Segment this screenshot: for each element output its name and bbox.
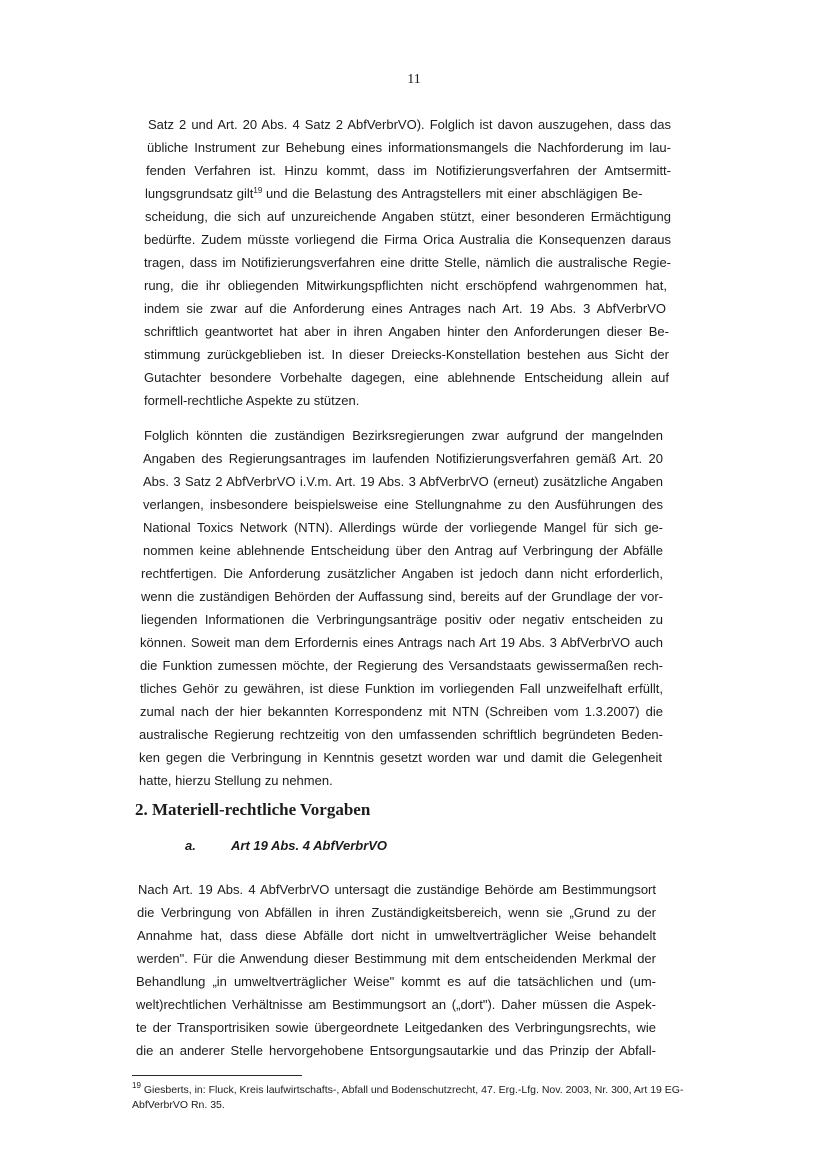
text-line: National Toxics Network (NTN). Allerdings würde der vorliegende Mangel für sich ge- (143, 520, 663, 535)
text-line: australische Regierung rechtzeitig von den umfassenden schriftlich begründeten Beden- (139, 727, 663, 742)
text-line: stimmung zurückgeblieben ist. In dieser Dreiecks-Konstellation bestehen aus Sicht der (144, 347, 669, 362)
text-line: bedürfte. Zudem müsste vorliegend die Firma Orica Australia die Konsequenzen daraus (144, 232, 671, 247)
text-line: Abs. 3 Satz 2 AbfVerbrVO i.V.m. Art. 19 Abs. 3 AbfVerbrVO (erneut) zusätzliche Angaben (143, 474, 663, 489)
text-line: die Funktion zumessen möchte, der Regierung des Versandstaats gewissermaßen rech- (140, 658, 663, 673)
text-line: scheidung, die sich auf unzureichende Angaben stützt, einer besonderen Ermächtigung (145, 209, 671, 224)
text-line: tliches Gehör zu gewähren, ist diese Funktion im vorliegenden Fall unzweifelhaft erfüllt, (140, 681, 663, 696)
text-line: welt)rechtlichen Verhältnisse am Bestimmungsort an („dort"). Daher müssen die Aspek- (136, 997, 656, 1012)
text-line: Angaben des Regierungsantrages im laufenden Notifizierungsverfahren gemäß Art. 20 (143, 451, 663, 466)
footnote-separator (132, 1075, 302, 1076)
page-number: 11 (407, 72, 421, 87)
text-line: schriftlich geantwortet hat aber in ihren Angaben hinter den Anforderungen dieser Be- (144, 324, 669, 339)
text-line: Annahme hat, dass diese Abfälle dort nicht in umweltverträglicher Weise behandelt (137, 928, 656, 943)
text-line: fenden Verfahren ist. Hinzu kommt, dass im Notifizierungsverfahren der Amtsermitt- (146, 163, 671, 178)
text-line: zumal nach der hier bekannten Korrespondenz mit NTN (Schreiben vom 1.3.2007) die (140, 704, 663, 719)
text-line: Gutachter besondere Vorbehalte dagegen, eine ablehnende Entscheidung allein auf (144, 370, 669, 385)
subsection-letter: a. (185, 838, 196, 853)
subsection-title: Art 19 Abs. 4 AbfVerbrVO (231, 838, 388, 853)
text-line: werden". Für die Anwendung dieser Bestimmung mit dem entscheidenden Merkmal der (137, 951, 656, 966)
text-line: nommen keine ablehnende Entscheidung über den Antrag auf Verbringung der Abfälle (143, 543, 663, 558)
footnote-text: AbfVerbrVO Rn. 35. (132, 1099, 225, 1111)
text-line: verlangen, insbesondere beispielsweise eine Stellungnahme zu den Ausführungen des (143, 497, 663, 512)
footnote (132, 1081, 684, 1097)
text-line: übliche Instrument zur Behebung eines informationsmangels die Nachforderung im lau- (147, 140, 671, 155)
text-line: te der Transportrisiken sowie übergeordnete Leitgedanken des Verbringungsrechts, wie (136, 1020, 656, 1035)
footnote-number: 19 (132, 1081, 141, 1090)
text-line: die an anderer Stelle hervorgehobene Entsorgungsautarkie und das Prinzip der Abfall- (136, 1043, 656, 1058)
text-line: formell-rechtliche Aspekte zu stützen. (144, 393, 360, 408)
footnote-text: Giesberts, in: Fluck, Kreis laufwirtschafts-, Abfall und Bodenschutzrecht, 47. Erg.-Lfg. Nov. 2003, Nr. 300, Art 19 EG- (143, 1084, 684, 1096)
text-line: Folglich könnten die zuständigen Bezirksregierungen zwar aufgrund der mangelnden (144, 428, 663, 443)
text-line: Nach Art. 19 Abs. 4 AbfVerbrVO untersagt die zuständige Behörde am Bestimmungsort (138, 882, 656, 897)
text-line: ken gegen die Verbringung in Kenntnis gesetzt worden war und damit die Gelegenheit (139, 750, 662, 765)
text-line: rung, die ihr obliegenden Mitwirkungspflichten nicht erschöpfend wahrgenommen hat, (144, 278, 667, 293)
text-line: tragen, dass im Notifizierungsverfahren eine dritte Stelle, nämlich die australische Regie- (144, 255, 671, 270)
footnote-reference: 19 (253, 186, 263, 195)
text-line: können. Soweit man dem Erfordernis eines Antrags nach Art 19 Abs. 3 AbfVerbrVO auch (140, 635, 663, 650)
footnote-continuation (132, 1098, 652, 1112)
text-line: die Verbringung von Abfällen in ihren Zuständigkeitsbereich, wenn sie „Grund zu der (137, 905, 656, 920)
text-line (145, 186, 671, 202)
text-line: wenn die zuständigen Behörden der Auffassung sind, bereits auf der Grundlage der vor- (141, 589, 663, 604)
text-line: indem sie zwar auf die Anforderung eines Antrages nach Art. 19 Abs. 3 AbfVerbrVO (144, 301, 666, 316)
text-line: hatte, hierzu Stellung zu nehmen. (139, 773, 333, 788)
text-line: Satz 2 und Art. 20 Abs. 4 Satz 2 AbfVerbrVO). Folglich ist davon auszugehen, dass das (148, 117, 671, 132)
text-fragment: und die Belastung des Antragstellers mit einer abschlägigen Be- (265, 186, 643, 201)
text-fragment: lungsgrundsatz gilt (145, 186, 254, 201)
text-line: liegenden Informationen die Verbringungsanträge positiv oder negativ entscheiden zu (141, 612, 663, 627)
text-line: Behandlung „in umweltverträglicher Weise" kommt es auf die tatsächlichen und (um- (136, 974, 656, 989)
text-line: rechtfertigen. Die Anforderung zusätzlicher Angaben ist jedoch dann nicht erforderlich, (141, 566, 663, 581)
section-heading: 2. Materiell-rechtliche Vorgaben (135, 800, 371, 819)
